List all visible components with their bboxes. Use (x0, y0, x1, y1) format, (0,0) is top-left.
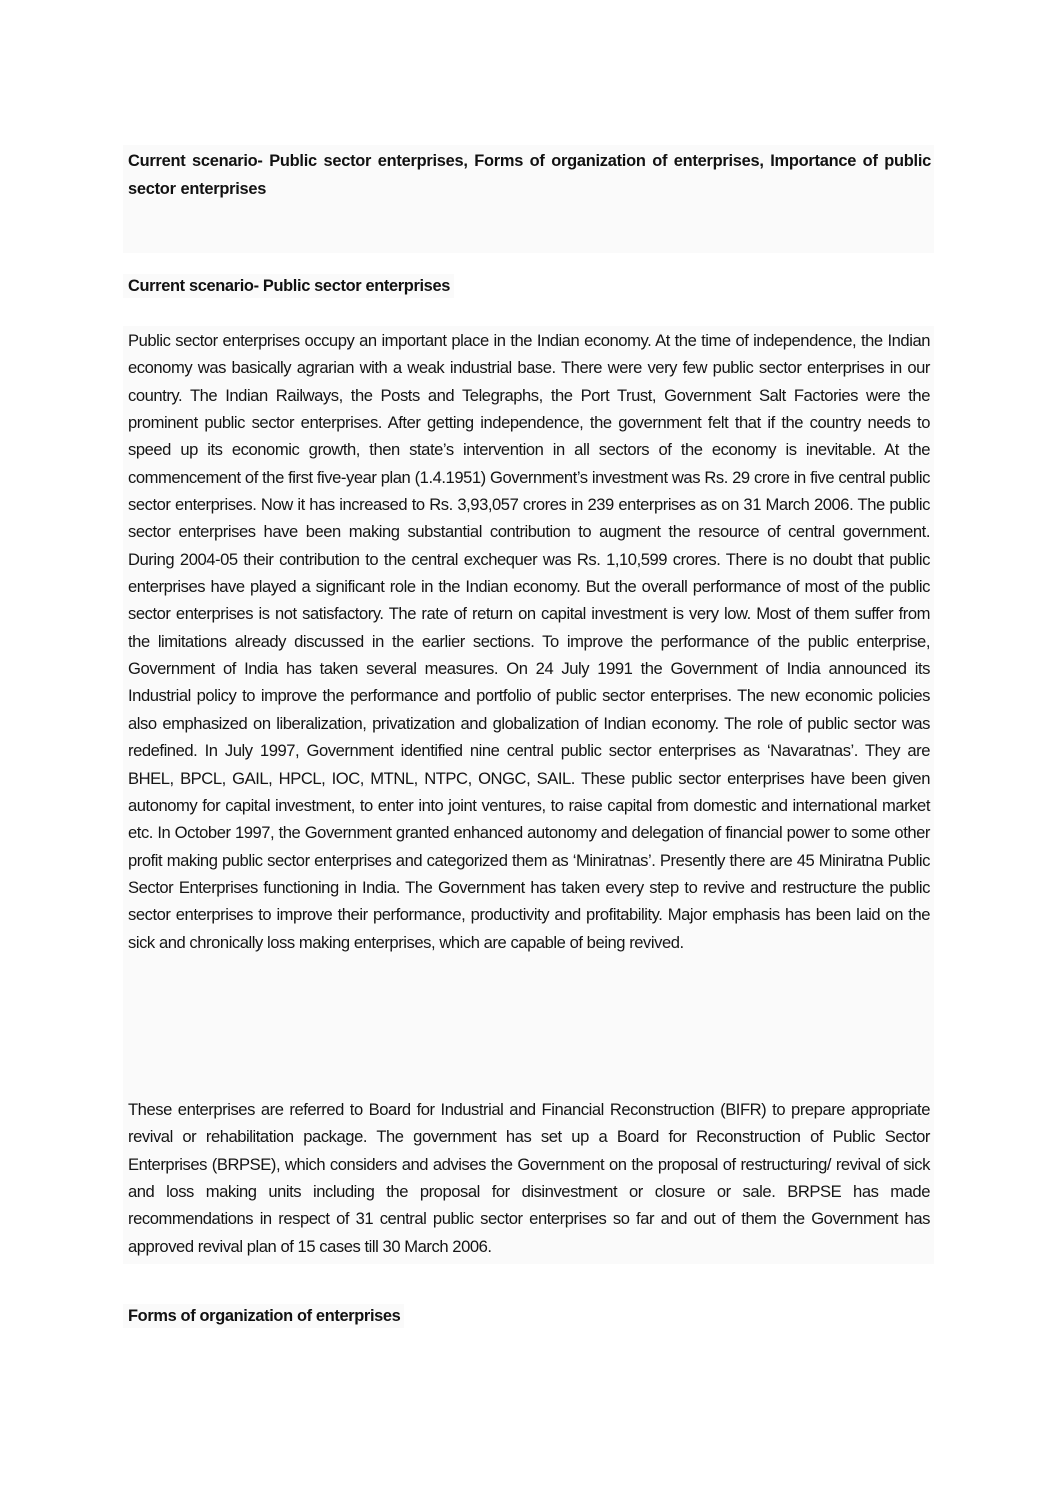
paragraph-overview: Public sector enterprises occupy an important place in the Indian economy. At the time of independence, the Indian economy was basically agrarian with a weak industrial base. There were very few public sector enterprises in our country. The Indian Railways, the Posts and Telegraphs, the Port Trust, Government Salt Factories were the prominent public sector enterprises. After getting independence, the government felt that if the country needs to speed up its economic growth, then state’s intervention in all sectors of the economy is inevitable. At the commencement of the first five-year plan (1.4.1951) Government’s investment was Rs. 29 crore in five central public sector enterprises. Now it has increased to Rs. 3,93,057 crores in 239 enterprises as on 31 March 2006. The public sector enterprises have been making substantial contribution to augment the resource of central government. During 2004-05 their contribution to the central exchequer was Rs. 1,10,599 crores. There is no doubt that public enterprises have played a significant role in the Indian economy. But the overall performance of most of the public sector enterprises is not satisfactory. The rate of return on capital investment is very low. Most of them suffer from the limitations already discussed in the earlier sections. To improve the performance of the public enterprise, Government of India has taken several measures. On 24 July 1991 the Government of India announced its Industrial policy to improve the performance and portfolio of public sector enterprises. The new economic policies also emphasized on liberalization, privatization and globalization of Indian economy. The role of public sector was redefined. In July 1997, Government identified nine central public sector enterprises as ‘Navaratnas’. They are BHEL, BPCL, GAIL, HPCL, IOC, MTNL, NTPC, ONGC, SAIL. These public sector enterprises have been given autonomy for capital investment, to enter into joint ventures, to raise capital from domestic and international market etc. In October 1997, the Government granted enhanced autonomy and delegation of financial power to some other profit making public sector enterprises and categorized them as ‘Miniratnas’. Presently there are 45 Miniratna Public Sector Enterprises functioning in India. The Government has taken every step to revive and restructure the public sector enterprises to improve their performance, productivity and profitability. Major emphasis has been laid on the sick and chronically loss making enterprises, which are capable of being revived. (128, 331, 930, 952)
paragraph-bifr-brpse: These enterprises are referred to Board for Industrial and Financial Reconstruction (BIFR) to prepare appropriate revival or rehabilitation package. The government has set up a Board for Reconstruction of Public Sector Enterprises (BRPSE), which considers and advises the Government on the proposal of restructuring/ revival of sick and loss making units including the proposal for disinvestment or closure or sale. BRPSE has made recommendations in respect of 31 central public sector enterprises so far and out of them the Government has approved revival plan of 15 cases till 30 March 2006. (128, 1100, 930, 1256)
document-title: Current scenario- Public sector enterprises, Forms of organization of enterprises, Importance of public sector enterprises (128, 152, 931, 198)
section-heading-current-scenario: Current scenario- Public sector enterprises (123, 274, 454, 298)
section-body-current-scenario (123, 326, 934, 1264)
section-heading-forms-of-organization: Forms of organization of enterprises (123, 1304, 404, 1328)
title-block (123, 145, 934, 253)
